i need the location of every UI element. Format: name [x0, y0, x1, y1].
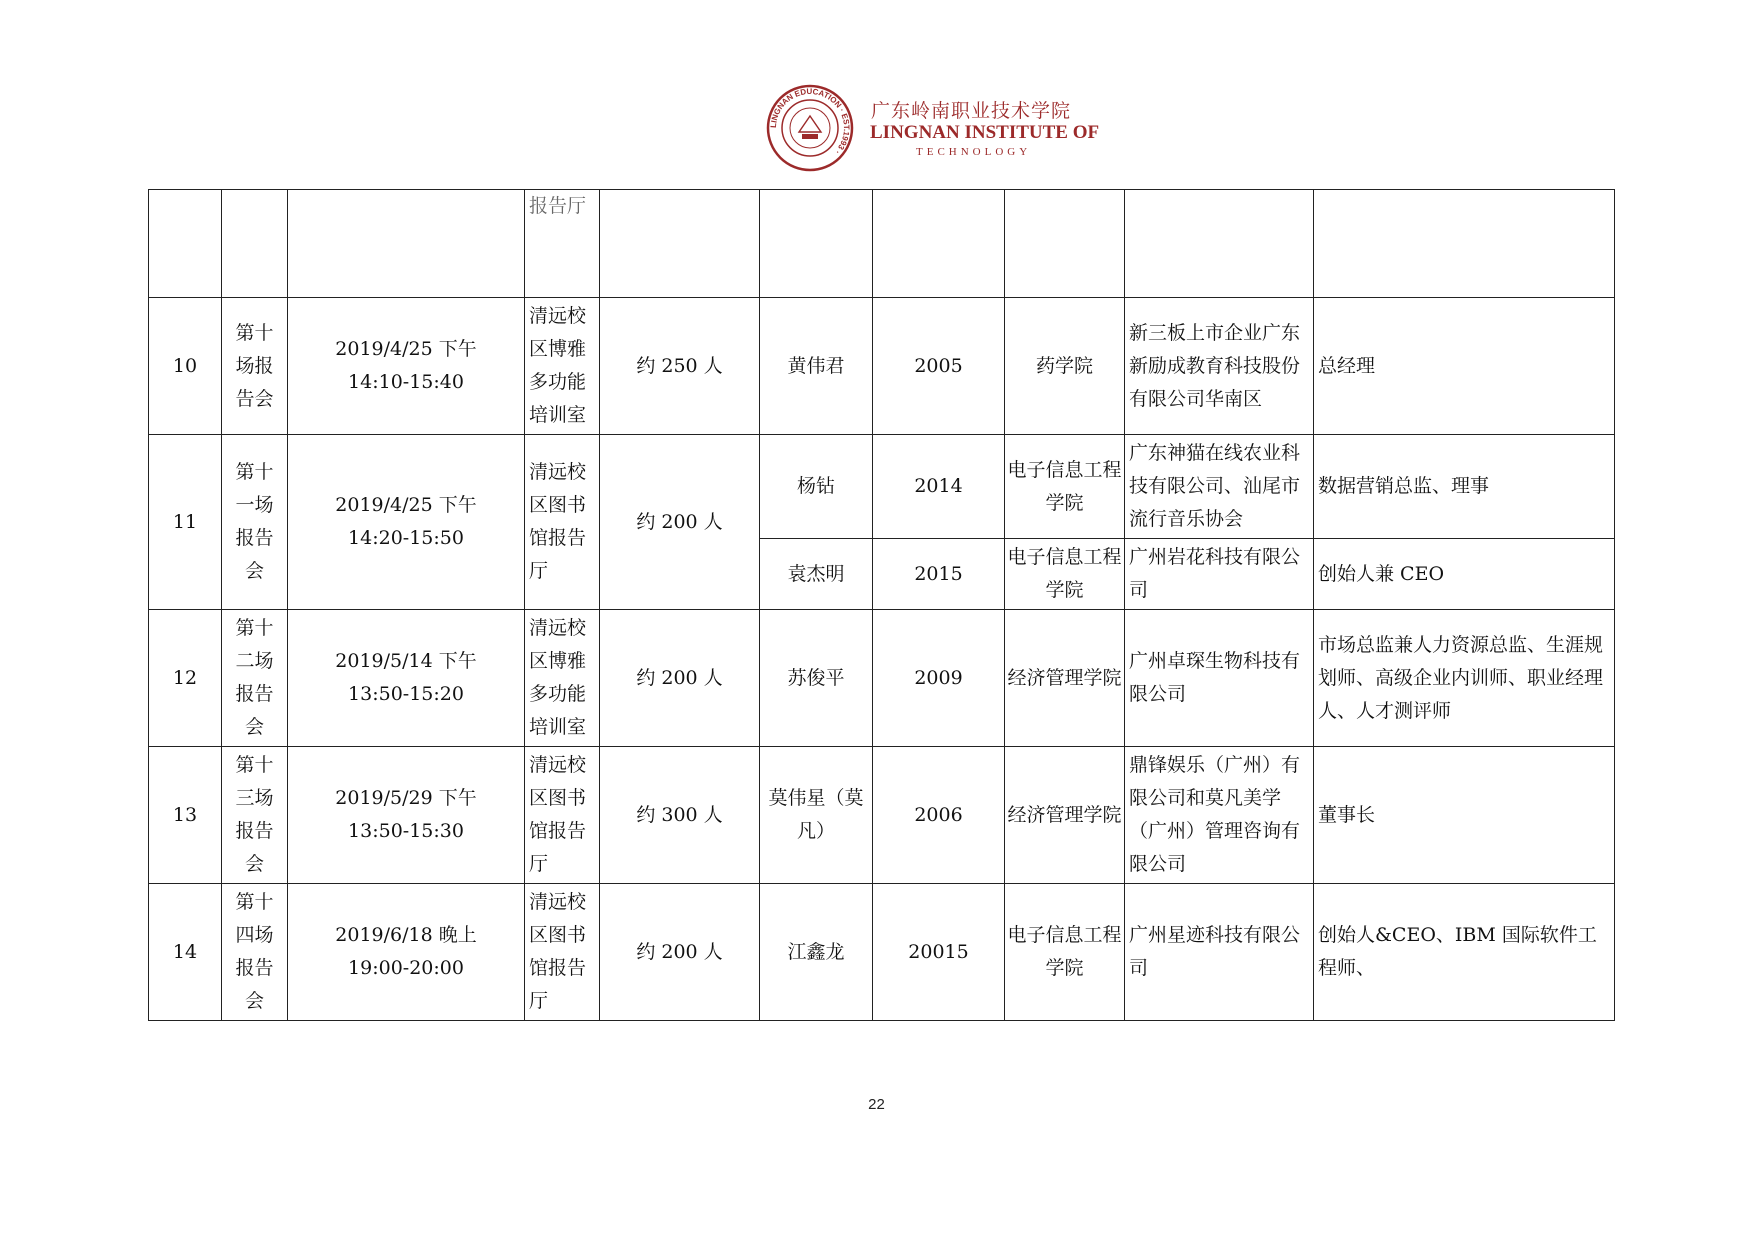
cell-no: 12: [149, 610, 222, 747]
cell-position: 创始人&CEO、IBM 国际软件工程师、: [1314, 884, 1615, 1021]
table-row: [149, 435, 1615, 539]
svg-text:LINGNAN EDUCATION · EST.1993 ·: LINGNAN EDUCATION · EST.1993 ·: [768, 86, 852, 157]
cell-no: 13: [149, 747, 222, 884]
cell-session: 第十一场报告会: [222, 435, 288, 610]
cell-venue: 清远校区图书馆报告厅: [525, 884, 600, 1021]
cell-college: 电子信息工程学院: [1005, 884, 1125, 1021]
cell-year: 2009: [873, 610, 1005, 747]
cell-college: 经济管理学院: [1005, 747, 1125, 884]
cell-audience: 约 300 人: [600, 747, 760, 884]
cell-college: 电子信息工程学院: [1005, 539, 1125, 610]
cell-venue: 清远校区博雅多功能培训室: [525, 610, 600, 747]
cell-company: 广州星迹科技有限公司: [1125, 884, 1314, 1021]
cell-speaker: 江鑫龙: [760, 884, 873, 1021]
table-row: [149, 747, 1615, 884]
cell-no: 10: [149, 298, 222, 435]
cell-company: 广东神猫在线农业科技有限公司、汕尾市流行音乐协会: [1125, 435, 1314, 539]
cell-position: 创始人兼 CEO: [1314, 539, 1615, 610]
school-name-en-sub: TECHNOLOGY: [916, 146, 1032, 158]
continuation-row: [149, 190, 1615, 298]
cell-company: 鼎锋娱乐（广州）有限公司和莫凡美学（广州）管理咨询有限公司: [1125, 747, 1314, 884]
cell-speaker: 杨钻: [760, 435, 873, 539]
cell-college: 药学院: [1005, 298, 1125, 435]
cell-no: 11: [149, 435, 222, 610]
cell-time: 2019/4/25 下午 14:10-15:40: [288, 298, 525, 435]
school-name-cn: 广东岭南职业技术学院: [871, 100, 1072, 122]
cell-position: [1314, 190, 1615, 298]
cell-year: 2014: [873, 435, 1005, 539]
cell-audience: [600, 190, 760, 298]
cell-no: [149, 190, 222, 298]
cell-position: 市场总监兼人力资源总监、生涯规划师、高级企业内训师、职业经理人、人才测评师: [1314, 610, 1615, 747]
cell-college: [1005, 190, 1125, 298]
cell-position: 董事长: [1314, 747, 1615, 884]
cell-speaker: 莫伟星（莫凡）: [760, 747, 873, 884]
cell-session: [222, 190, 288, 298]
cell-venue: 清远校区图书馆报告厅: [525, 435, 600, 610]
cell-audience: 约 200 人: [600, 610, 760, 747]
cell-position: 数据营销总监、理事: [1314, 435, 1615, 539]
table-row: [149, 610, 1615, 747]
school-seal-logo: [766, 84, 854, 172]
cell-venue: 清远校区博雅多功能培训室: [525, 298, 600, 435]
cell-company: 广州岩花科技有限公司: [1125, 539, 1314, 610]
lecture-schedule-table: [148, 189, 1615, 1021]
cell-audience: 约 200 人: [600, 435, 760, 610]
cell-venue: 报告厅: [525, 190, 600, 298]
cell-time: 2019/5/29 下午 13:50-15:30: [288, 747, 525, 884]
cell-company: [1125, 190, 1314, 298]
cell-year: [873, 190, 1005, 298]
cell-company: 新三板上市企业广东新励成教育科技股份有限公司华南区: [1125, 298, 1314, 435]
cell-year: 2015: [873, 539, 1005, 610]
cell-audience: 约 250 人: [600, 298, 760, 435]
cell-year: 2006: [873, 747, 1005, 884]
cell-time: 2019/5/14 下午 13:50-15:20: [288, 610, 525, 747]
cell-speaker: 袁杰明: [760, 539, 873, 610]
cell-session: 第十三场报告会: [222, 747, 288, 884]
cell-time: 2019/6/18 晚上 19:00-20:00: [288, 884, 525, 1021]
cell-session: 第十场报告会: [222, 298, 288, 435]
page-number: 22: [868, 1096, 885, 1113]
cell-speaker: [760, 190, 873, 298]
table-row: [149, 884, 1615, 1021]
table-row: [149, 298, 1615, 435]
cell-time: [288, 190, 525, 298]
cell-position: 总经理: [1314, 298, 1615, 435]
school-name-en: LINGNAN INSTITUTE OF: [870, 122, 1100, 143]
cell-venue: 清远校区图书馆报告厅: [525, 747, 600, 884]
cell-no: 14: [149, 884, 222, 1021]
cell-session: 第十四场报告会: [222, 884, 288, 1021]
cell-year: 20015: [873, 884, 1005, 1021]
cell-college: 经济管理学院: [1005, 610, 1125, 747]
page-header: [766, 84, 1106, 176]
cell-year: 2005: [873, 298, 1005, 435]
cell-audience: 约 200 人: [600, 884, 760, 1021]
cell-time: 2019/4/25 下午 14:20-15:50: [288, 435, 525, 610]
cell-college: 电子信息工程学院: [1005, 435, 1125, 539]
cell-speaker: 苏俊平: [760, 610, 873, 747]
cell-speaker: 黄伟君: [760, 298, 873, 435]
cell-session: 第十二场报告会: [222, 610, 288, 747]
cell-company: 广州卓琛生物科技有限公司: [1125, 610, 1314, 747]
